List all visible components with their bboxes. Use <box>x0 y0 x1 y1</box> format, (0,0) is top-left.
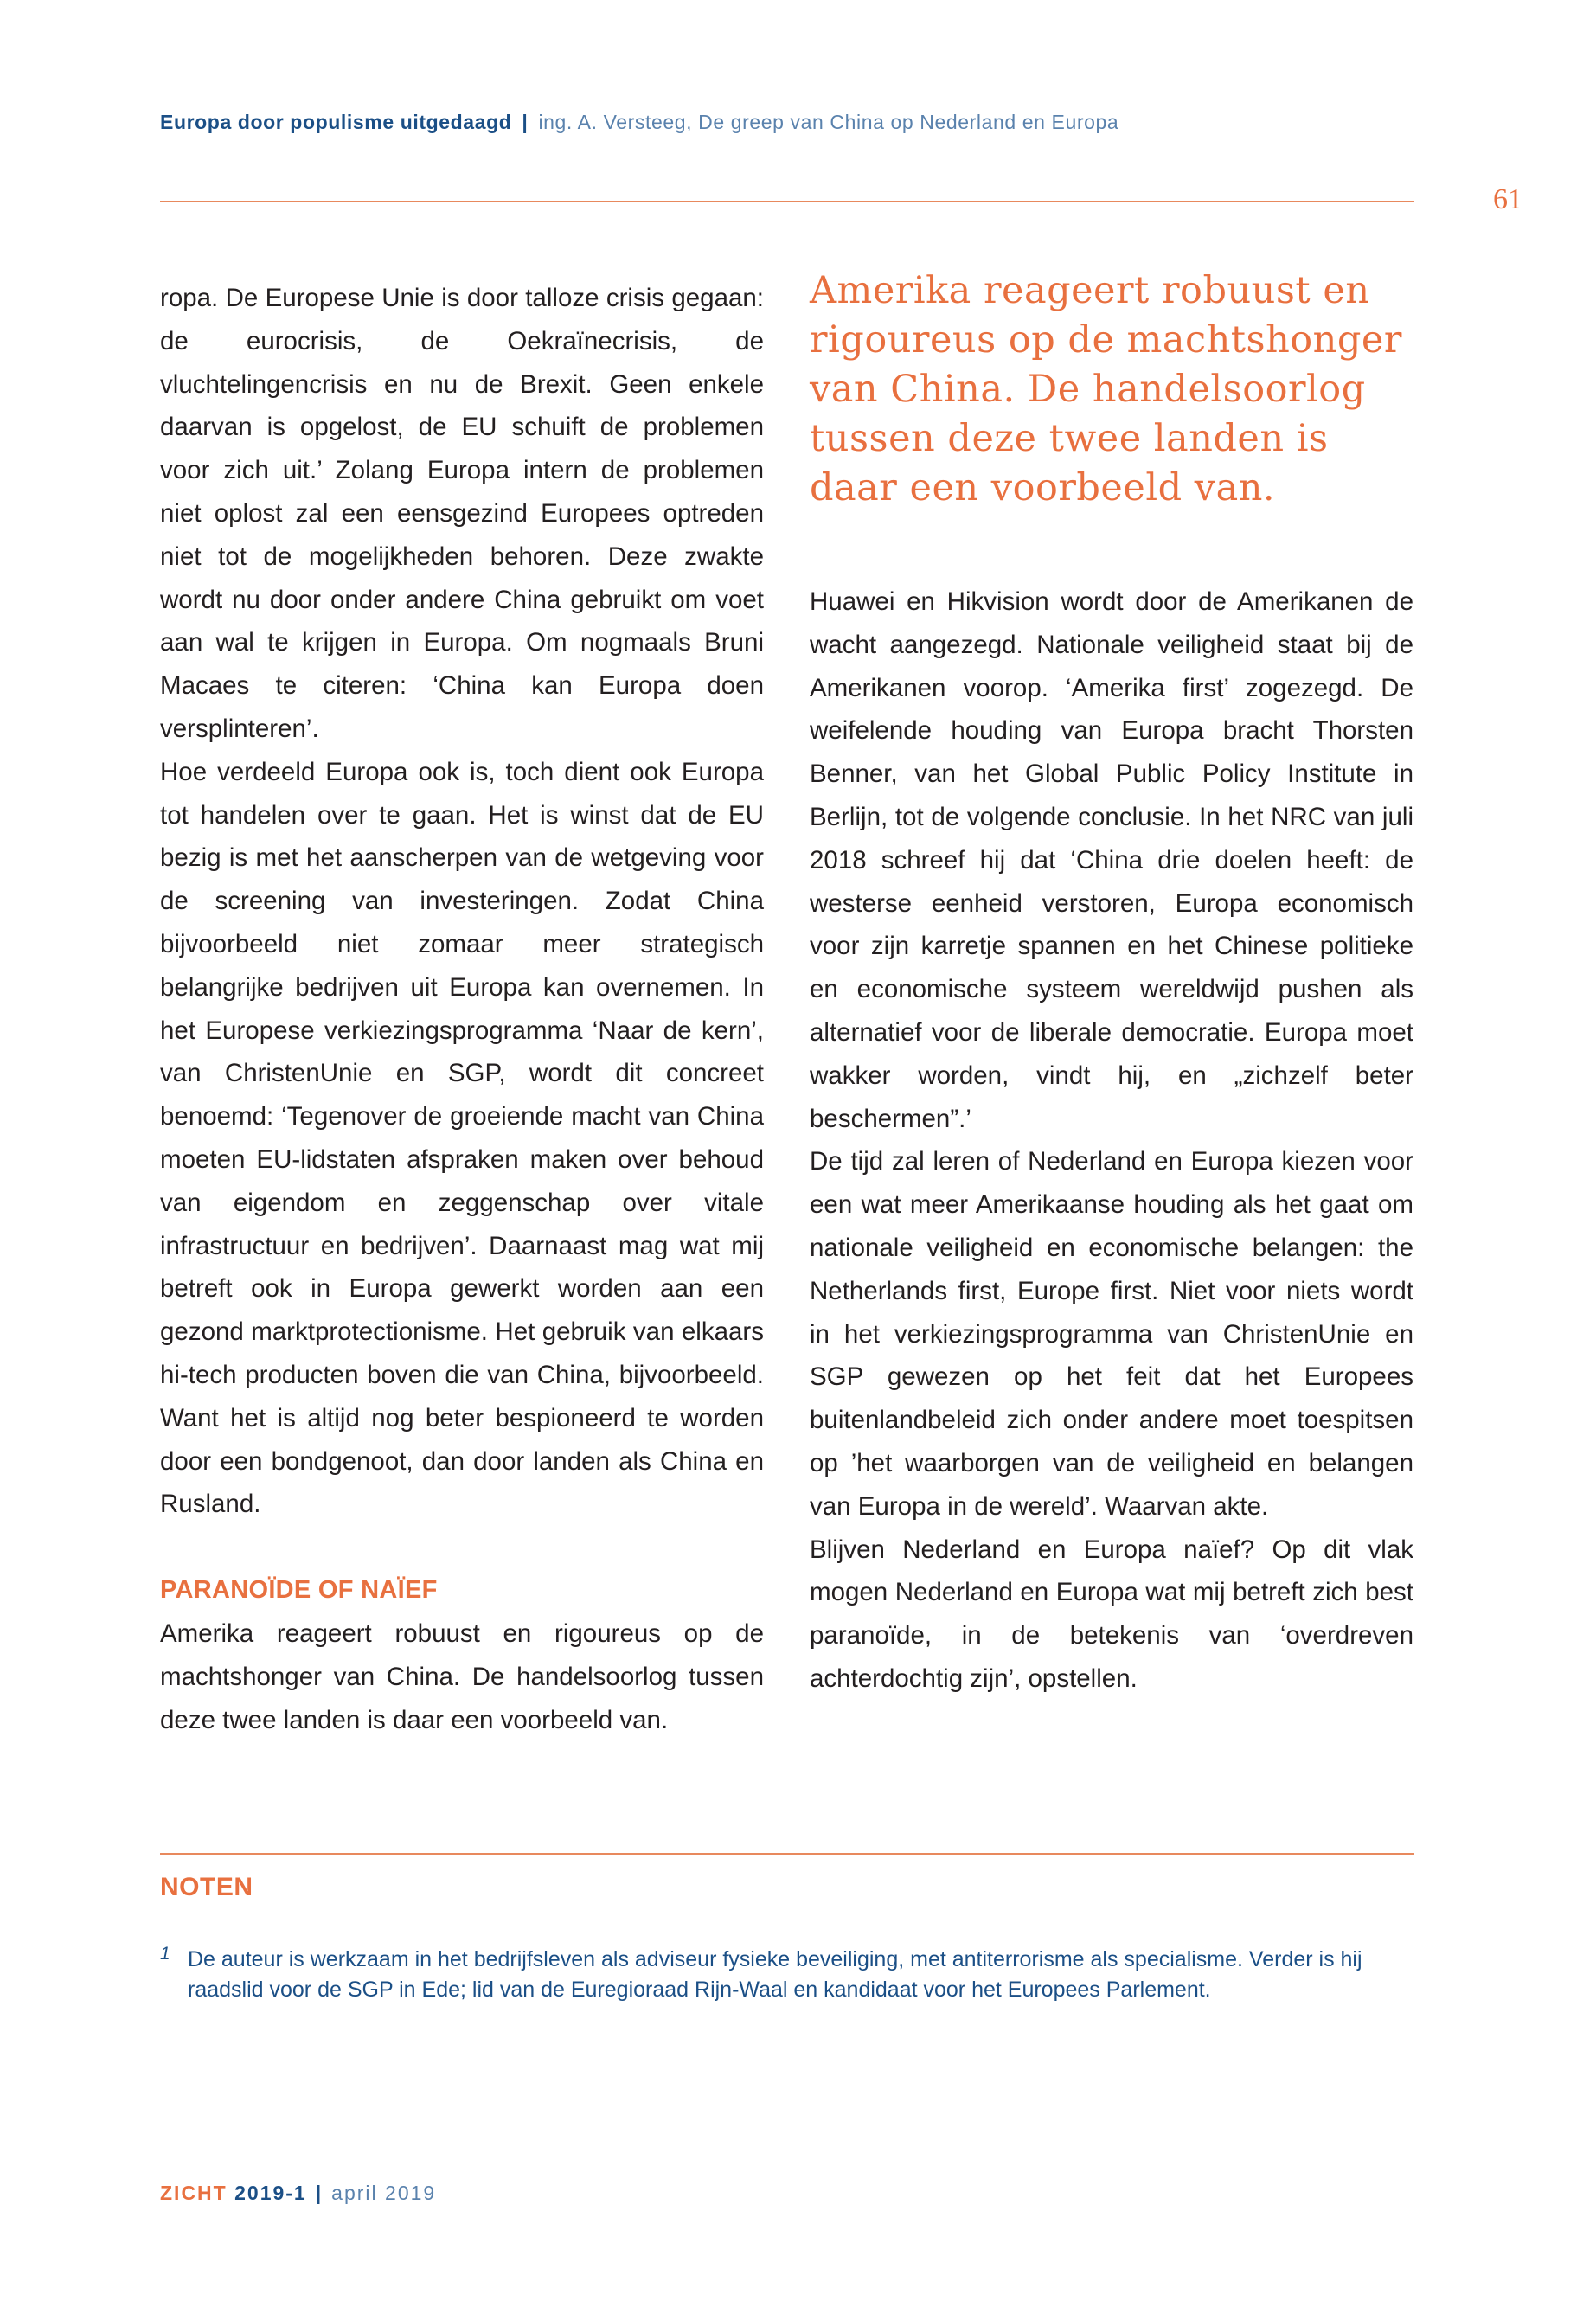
footer-date: april 2019 <box>331 2182 437 2204</box>
body-paragraph: Amerika reageert robuust en rigoureus op de machtshonger van China. De handelsoorlog tussen deze twee landen is daar een voorbeeld van. <box>160 1618 764 1734</box>
footer-separator: | <box>315 2182 324 2204</box>
running-header <box>160 111 1414 134</box>
left-column <box>160 277 764 1741</box>
footnote <box>160 1945 1423 2004</box>
footnote-number: 1 <box>160 1944 170 1964</box>
header-rule <box>160 201 1414 202</box>
page-number: 61 <box>1493 183 1522 215</box>
body-paragraph: De tijd zal leren of Nederland en Europa kiezen voor een wat meer Amerikaanse houding als het gaat om nationale veiligheid en economische belangen: the Netherlands first, Europe first. Niet voor niets wordt in het verkiezingsprogramma van ChristenUnie en SGP gewezen op het feit dat het Europees buitenlandbeleid zich onder andere moet toespitsen op ’het waarborgen van de veiligheid en belangen van Europa in de wereld’. Waarvan akte. <box>810 1147 1413 1521</box>
header-author-title: ing. A. Versteeg, De greep van China op Nederland en Europa <box>538 111 1119 133</box>
pull-quote: Amerika reageert robuust en rigoureus op de machtshonger van China. De handelsoorlog tussen deze twee landen is daar een voorbeeld van. <box>810 269 1402 510</box>
footnote-text: De auteur is werkzaam in het bedrijfsleven als adviseur fysieke beveiliging, met antiterrorisme als specialisme. Verder is hij raadslid voor de SGP in Ede; lid van de Euregioraad Rijn-Waal en kandidaat voor het Europees Parlement. <box>188 1947 1362 2002</box>
notes-heading: NOTEN <box>160 1873 253 1901</box>
body-paragraph: ropa. De Europese Unie is door talloze crisis gegaan: de eurocrisis, de Oekraïnecrisis, de vluchtelingencrisis en nu de Brexit. Geen enkele daarvan is opgelost, de EU schuift de problemen voor zich uit.’ Zolang Europa intern de problemen niet oplost zal een eensgezind Europees optreden niet tot de mogelijkheden behoren. Deze zwakte wordt nu door onder andere China gebruikt om voet aan wal te krijgen in Europa. Om nogmaals Bruni Macaes te citeren: ‘China kan Europa doen versplinteren’. <box>160 284 764 743</box>
notes-rule <box>160 1853 1414 1855</box>
right-column <box>810 269 1413 1701</box>
body-paragraph: Blijven Nederland en Europa naïef? Op dit vlak mogen Nederland en Europa wat mij betreft zich best paranoïde, in de betekenis van ‘overdreven achterdochtig zijn’, opstellen. <box>810 1535 1413 1693</box>
body-paragraph: Huawei en Hikvision wordt door de Amerikanen de wacht aangezegd. Nationale veiligheid staat bij de Amerikanen voorop. ‘Amerika first’ zogezegd. De weifelende houding van Europa bracht Thorsten Benner, van het Global Public Policy Institute in Berlijn, tot de volgende conclusie. In het NRC van juli 2018 schreef hij dat ‘China drie doelen heeft: de westerse eenheid verstoren, Europa economisch voor zijn karretje spannen en het Chinese politieke en economische systeem wereldwijd pushen als alternatief voor de liberale democratie. Europa moet wakker worden, vindt hij, en „zichzelf beter beschermen”.’ <box>810 587 1413 1133</box>
header-separator: | <box>522 111 529 133</box>
page-footer <box>160 2182 436 2205</box>
spacer <box>810 513 1413 580</box>
footer-issue: 2019-1 <box>234 2182 307 2204</box>
body-paragraph: Hoe verdeeld Europa ook is, toch dient ook Europa tot handelen over te gaan. Het is winst dat de EU bezig is met het aanscherpen van de wetgeving voor de screening van investeringen. Zodat China bijvoorbeeld niet zomaar meer strategisch belangrijke bedrijven uit Europa kan overnemen. In het Europese verkiezingsprogramma ‘Naar de kern’, van ChristenUnie en SGP, wordt dit concreet benoemd: ‘Tegenover de groeiende macht van China moeten EU-lidstaten afspraken maken over behoud van eigendom en zeggenschap over vitale infrastructuur en bedrijven’. Daarnaast mag wat mij betreft ook in Europa gewerkt worden aan een gezond marktprotectionisme. Het gebruik van elkaars hi-tech producten boven die van China, bijvoorbeeld. Want het is altijd nog beter bespioneerd te worden door een bondgenoot, dan door landen als China en Rusland. <box>160 757 764 1519</box>
section-heading: PARANOÏDE OF NAÏEF <box>160 1576 438 1605</box>
header-section-title: Europa door populisme uitgedaagd <box>160 111 512 133</box>
footer-brand: ZICHT <box>160 2182 228 2204</box>
